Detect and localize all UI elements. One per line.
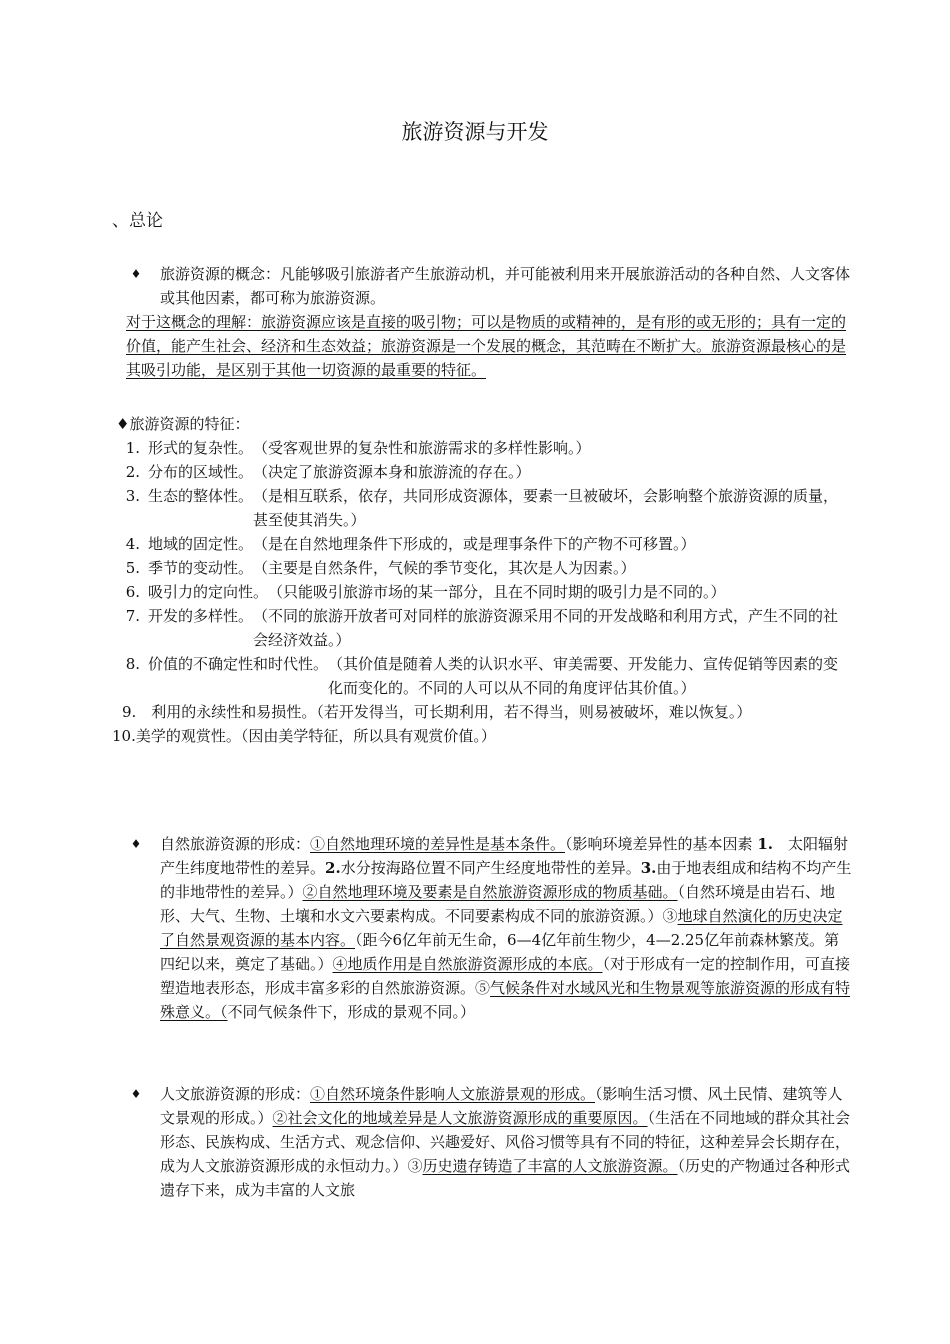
feature-item-10: 10.美学的观赏性。（因由美学特征，所以具有观赏价值。） [112, 727, 496, 745]
feature-item: 6. 吸引力的定向性。 （只能吸引旅游市场的某一部分，且在不同时期的吸引力是不同的。） [125, 583, 726, 601]
concept-section [112, 262, 852, 382]
feature-item-9: 9. 利用的永续性和易损性。（若开发得当，可长期利用，若不得当，则易被破坏，难以恢复。） [122, 703, 752, 721]
natural-formation-section [112, 832, 852, 1024]
feature-item: 7. 开发的多样性。 （不同的旅游开放者可对同样的旅游资源采用不同的开发战略和利用方式，产生不同的社会经济效益。） [125, 607, 839, 649]
diamond-bullet-icon: ♦ [130, 1087, 142, 1101]
concept-paragraph [112, 262, 852, 310]
feature-item: 5. 季节的变动性。 （主要是自然条件，气候的季节变化，其次是人为因素。） [125, 559, 636, 577]
features-section [112, 412, 852, 748]
concept-understanding: 对于这概念的理解：旅游资源应该是直接的吸引物；可以是物质的或精神的，是有形的或无形的；具有一定的价值，能产生社会、经济和生态效益；旅游资源是一个发展的概念，其范畴在不断扩大。旅游资源最核心的是其吸引功能，是区别于其他一切资源的最重要的特征。 [126, 313, 847, 379]
diamond-bullet-icon: ♦ [130, 267, 142, 281]
human-formation-section [112, 1082, 852, 1202]
feature-item: 8. 价值的不确定性和时代性。 （其价值是随着人类的认识水平、审美需要、开发能力、宣传促销等因素的变化而变化的。不同的人可以从不同的角度评估其价值。） [125, 655, 839, 697]
feature-item: 4. 地域的固定性。 （是在自然地理条件下形成的，或是理事条件下的产物不可移置。） [125, 535, 696, 553]
document-title: 旅游资源与开发 [401, 120, 549, 144]
diamond-bullet-icon: ♦ [130, 837, 142, 851]
human-formation-text: 人文旅游资源的形成：①自然环境条件影响人文旅游景观的形成。（影响生活习惯、风土民情、建筑等人文景观的形成。）②社会文化的地域差异是人文旅游资源形成的重要原因。（生活在不同地域的群众其社会形态、民族构成、生活方式、观念信仰、兴趣爱好、风俗习惯等具有不同的特征，这种差异会长期存在，成为人文旅游资源形成的永恒动力。）③历史遗存铸造了丰富的人文旅游资源。（历史的产物通过各种形式遗存下来，成为丰富的人文旅 [160, 1085, 851, 1199]
concept-text: 旅游资源的概念：凡能够吸引旅游者产生旅游动机，并可能被利用来开展旅游活动的各种自然、人文客体或其他因素，都可称为旅游资源。 [160, 265, 851, 307]
features-heading: ♦旅游资源的特征： [116, 415, 250, 433]
natural-formation-text: 自然旅游资源的形成：①自然地理环境的差异性是基本条件。（影响环境差异性的基本因素 1. 太阳辐射产生纬度地带性的差异。2.水分按海路位置不同产生经度地带性的差异。3.由于地表组成和结构不均产生的非地带性的差异。）②自然地理环境及要素是自然旅游资源形成的物质基础。（自然环境是由岩石、地形、大气、生物、土壤和水文六要素构成。不同要素构成不同的旅游资源。）③地球自然演化的历史决定了自然景观资源的基本内容。（距今6亿年前无生命，6—4亿年前生物少，4—2.25亿年前森林繁茂。第四纪以来，奠定了基础。）④地质作用是自然旅游资源形成的本底。（对于形成有一定的控制作用，可直接塑造地表形态，形成丰富多彩的自然旅游资源。⑤气候条件对水域风光和生物景观等旅游资源的形成有特殊意义。（不同气候条件下，形成的景观不同。） [160, 835, 852, 1021]
feature-item: 1. 形式的复杂性。 （受客观世界的复杂性和旅游需求的多样性影响。） [125, 439, 591, 457]
feature-item: 3. 生态的整体性。 （是相互联系，依存，共同形成资源体，要素一旦被破坏，会影响整个旅游资源的质量，甚至使其消失。） [125, 487, 839, 529]
feature-item: 2. 分布的区域性。 （决定了旅游资源本身和旅游流的存在。） [125, 463, 531, 481]
section-heading: 、总论 [112, 211, 163, 231]
